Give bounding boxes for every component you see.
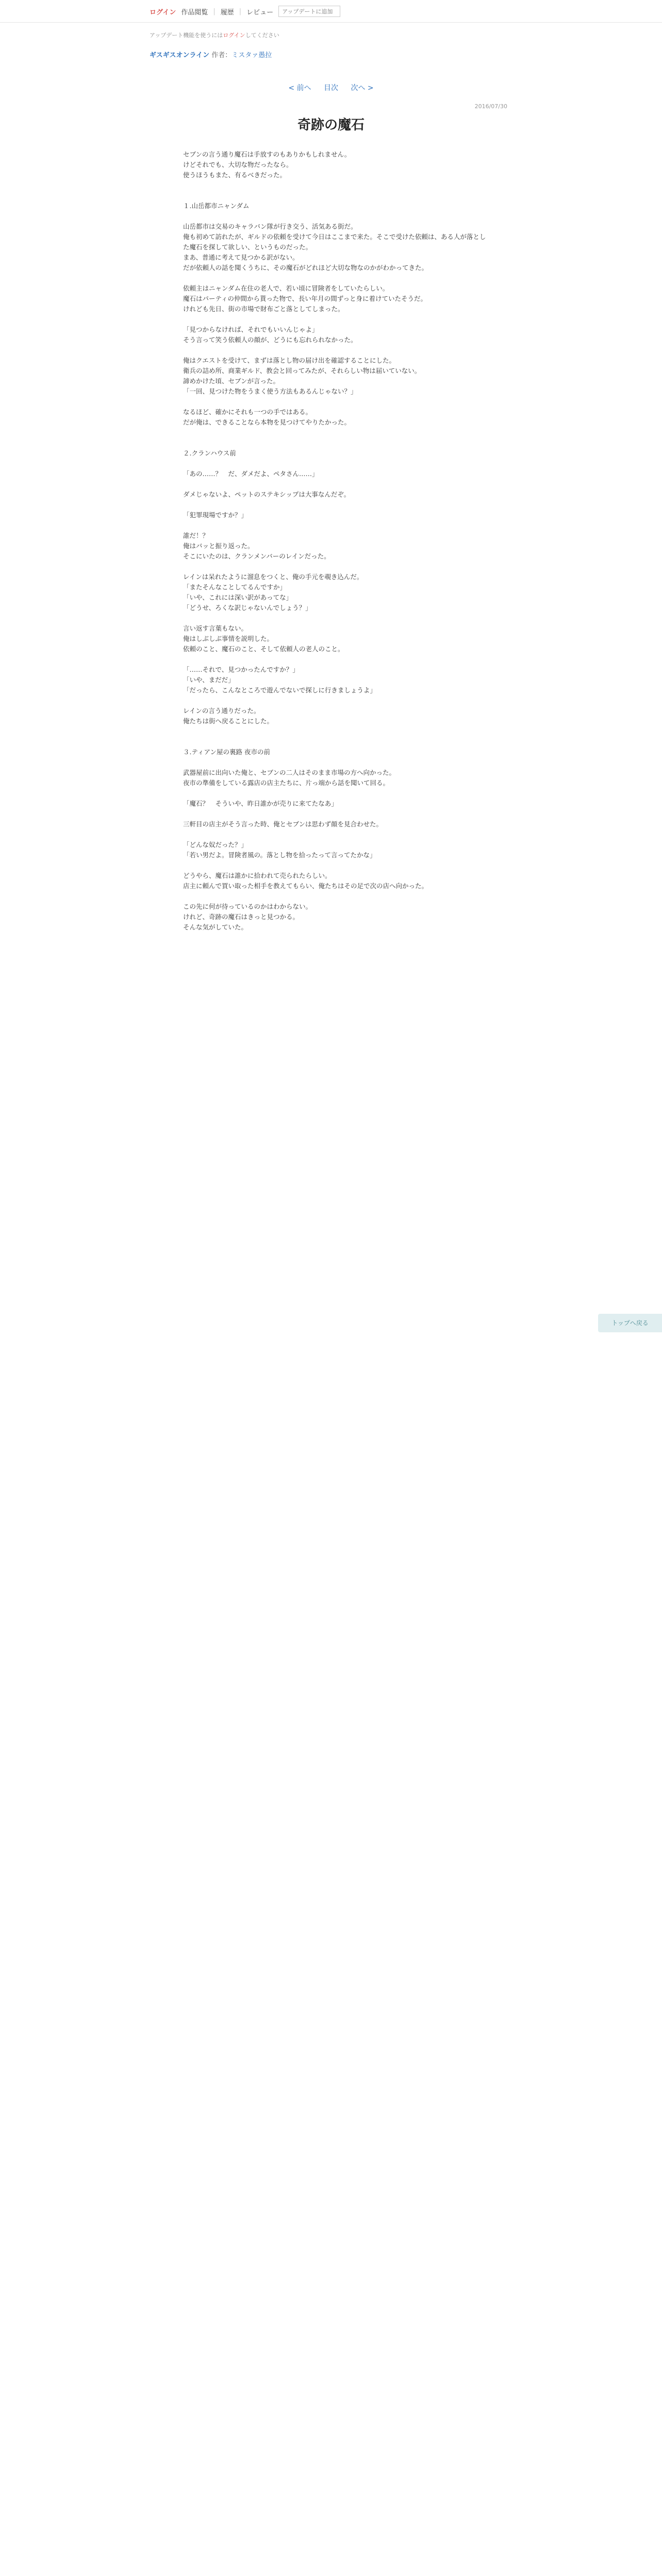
- nav-separator: |: [239, 7, 242, 15]
- notice-after: してください: [245, 32, 279, 39]
- nav-history[interactable]: 履歴: [220, 8, 234, 16]
- chapter-title: 奇跡の魔石: [297, 117, 365, 133]
- login-link[interactable]: ログイン: [150, 8, 176, 16]
- nav-separator: |: [213, 7, 216, 15]
- nav-works[interactable]: 作品閲覧: [181, 8, 208, 16]
- next-link[interactable]: 次へ >: [351, 84, 374, 92]
- top-bar: [0, 0, 662, 23]
- back-to-top-button[interactable]: トップへ戻る: [598, 1314, 662, 1332]
- publish-date: 2016/07/30: [474, 103, 507, 110]
- notice-before: アップデート機能を使うには: [150, 32, 223, 39]
- update-input[interactable]: [278, 6, 340, 17]
- author-link[interactable]: ミスタァ愚拉: [231, 52, 272, 59]
- chapter-body: セブンの言う通り魔石は手放すのもありかもしれません。 けどそれでも、大切な物だったなら。 使うほうもまた、有るべきだった。 １.山岳都市ニャンダム 山岳都市は交易のキャラバン隊が行き交う、活気ある街だ。 俺も初めて訪れたが、ギルドの依頼を受けて今日はここまで来た。そこで受けた依頼は、ある人が落とした魔石を探して欲しい、というものだった。 まあ、普通に考えて見つかる訳がない。 だが依頼人の話を聞くうちに、その魔石がどれほど大切な物なのかがわかってきた。 依頼主はニャンダム在住の老人で、若い頃に冒険者をしていたらしい。 魔石はパーティの仲間から貰った物で、長い年月の間ずっと身に着けていたそうだ。 けれども先日、街の市場で財布ごと落としてしまった。 「見つからなければ、それでもいいんじゃよ」 そう言って笑う依頼人の顔が、どうにも忘れられなかった。 俺はクエストを受けて、まずは落とし物の届け出を確認することにした。 衛兵の詰め所、商業ギルド、教会と回ってみたが、それらしい物は届いていない。 諦めかけた頃、セブンが言った。 「一回、見つけた物をうまく使う方法もあるんじゃない？」 なるほど、確かにそれも一つの手ではある。 だが俺は、できることなら本物を見つけてやりたかった。 ２.クランハウス前 「あの……？ だ、ダメだよ、ペタさん……」 ダメじゃないよ、ペットのステキシップは大事なんだぞ。 「犯罪現場ですか？」 誰だ！？ 俺はバッと振り返った。 そこにいたのは、クランメンバーのレインだった。 レインは呆れたように溜息をつくと、俺の手元を覗き込んだ。 「またそんなことしてるんですか」 「いや、これには深い訳があってな」 「どうせ、ろくな訳じゃないんでしょう？」 言い返す言葉もない。 俺はしぶしぶ事情を説明した。 依頼のこと、魔石のこと、そして依頼人の老人のこと。 「……それで、見つかったんですか？」 「いや、まだだ」 「だったら、こんなところで遊んでないで探しに行きましょうよ」 レインの言う通りだった。 俺たちは街へ戻ることにした。 ３.ティアン屋の裏路 夜市の前 武器屋前に出向いた俺と、セブンの二人はそのまま市場の方へ向かった。 夜市の準備をしている露店の店主たちに、片っ端から話を聞いて回る。 「魔石？ そういや、昨日誰かが売りに来てたなあ」 三軒目の店主がそう言った時、俺とセブンは思わず顔を見合わせた。 「どんな奴だった？」 「若い男だよ。冒険者風の。落とし物を拾ったって言ってたかな」 どうやら、魔石は誰かに拾われて売られたらしい。 店主に頼んで買い取った相手を教えてもらい、俺たちはその足で次の店へ向かった。 この先に何が待っているのかはわからない。 けれど、奇跡の魔石はきっと見つかる。 そんな気がしていた。: [183, 150, 486, 931]
- series-link[interactable]: ギスギスオンライン: [150, 52, 210, 59]
- breadcrumb: [150, 49, 272, 59]
- notice-login-link[interactable]: ログイン: [223, 32, 245, 39]
- chapter-pager: [0, 82, 662, 93]
- prev-link[interactable]: < 前へ: [288, 84, 311, 92]
- author-label: 作者：: [211, 52, 232, 59]
- nav-review[interactable]: レビュー: [246, 8, 274, 16]
- login-notice: [150, 31, 279, 39]
- top-nav: [150, 5, 340, 18]
- toc-link[interactable]: 目次: [324, 84, 338, 92]
